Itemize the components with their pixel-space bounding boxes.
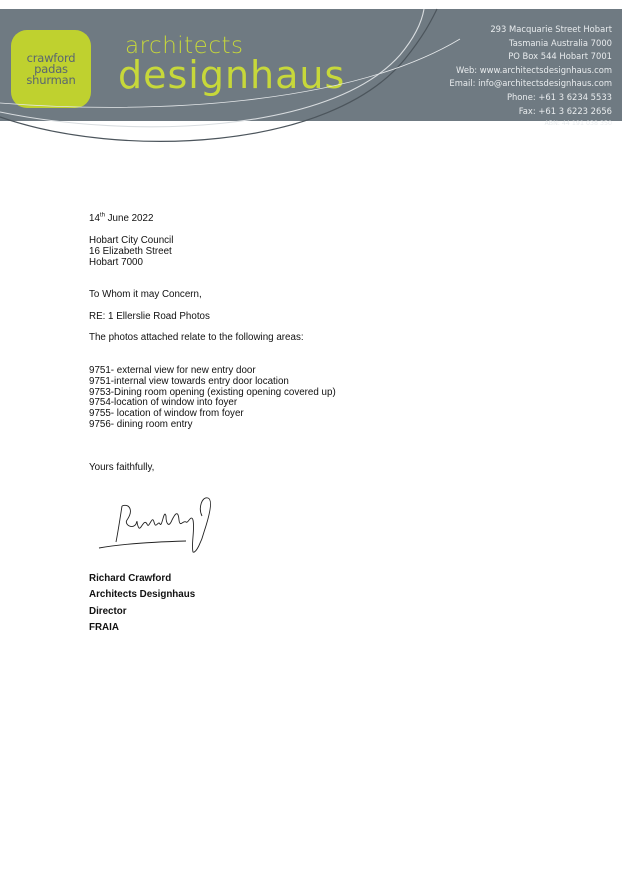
address-line: 16 Elizabeth Street [89, 245, 172, 257]
date-day: 14 [89, 213, 100, 224]
signatory-name: Richard Crawford [89, 573, 172, 584]
contact-abn: ABN: 44 191 038 350 [544, 120, 612, 128]
contact-address: 293 Macquarie Street Hobart [490, 24, 612, 34]
list-item: 9751-internal view towards entry door location [89, 375, 289, 387]
address-line: Hobart 7000 [89, 256, 143, 268]
list-item: 9755- location of window from foyer [89, 408, 244, 420]
date-suffix: th [99, 212, 105, 219]
salutation: To Whom it may Concern, [89, 289, 202, 300]
contact-fax: Fax: +61 3 6223 2656 [518, 105, 612, 116]
contact-po-box: PO Box 544 Hobart 7001 [508, 51, 612, 62]
letter-date [89, 214, 153, 225]
photo-list [89, 366, 336, 431]
contact-email: Email: info@architectsdesignhaus.com [449, 78, 612, 89]
contact-city: Tasmania Australia 7000 [509, 37, 612, 48]
contact-block [449, 23, 612, 130]
contact-web: Web: www.architectsdesignhaus.com [456, 64, 612, 75]
list-item: 9756- dining room entry [89, 418, 193, 430]
signatory-credential: FRAIA [89, 621, 119, 633]
letterhead-band [0, 9, 622, 128]
closing: Yours faithfully, [89, 462, 155, 473]
list-item: 9751- external view for new entry door [89, 365, 256, 376]
address-line: Hobart City Council [89, 235, 174, 246]
brand-name-line1: architects [125, 33, 244, 59]
recipient-address [89, 236, 173, 268]
logo-line: padas [34, 61, 68, 76]
intro-paragraph: The photos attached relate to the following areas: [89, 332, 304, 343]
signatory-company: Architects Designhaus [89, 589, 196, 601]
company-logo [11, 30, 91, 108]
list-item: 9754-location of window into foyer [89, 397, 238, 409]
brand-name-line2: designhaus [118, 53, 346, 97]
subject-line: RE: 1 Ellerslie Road Photos [89, 311, 210, 322]
logo-line: crawford [26, 50, 76, 65]
contact-phone: Phone: +61 3 6234 5533 [506, 91, 612, 102]
list-item: 9753-Dining room opening (existing opening covered up) [89, 386, 336, 398]
logo-line: shurman [26, 72, 76, 87]
signatory-title: Director [89, 605, 127, 617]
date-rest: June 2022 [104, 213, 154, 224]
signatory-block [89, 571, 195, 636]
handwritten-signature [96, 494, 216, 556]
